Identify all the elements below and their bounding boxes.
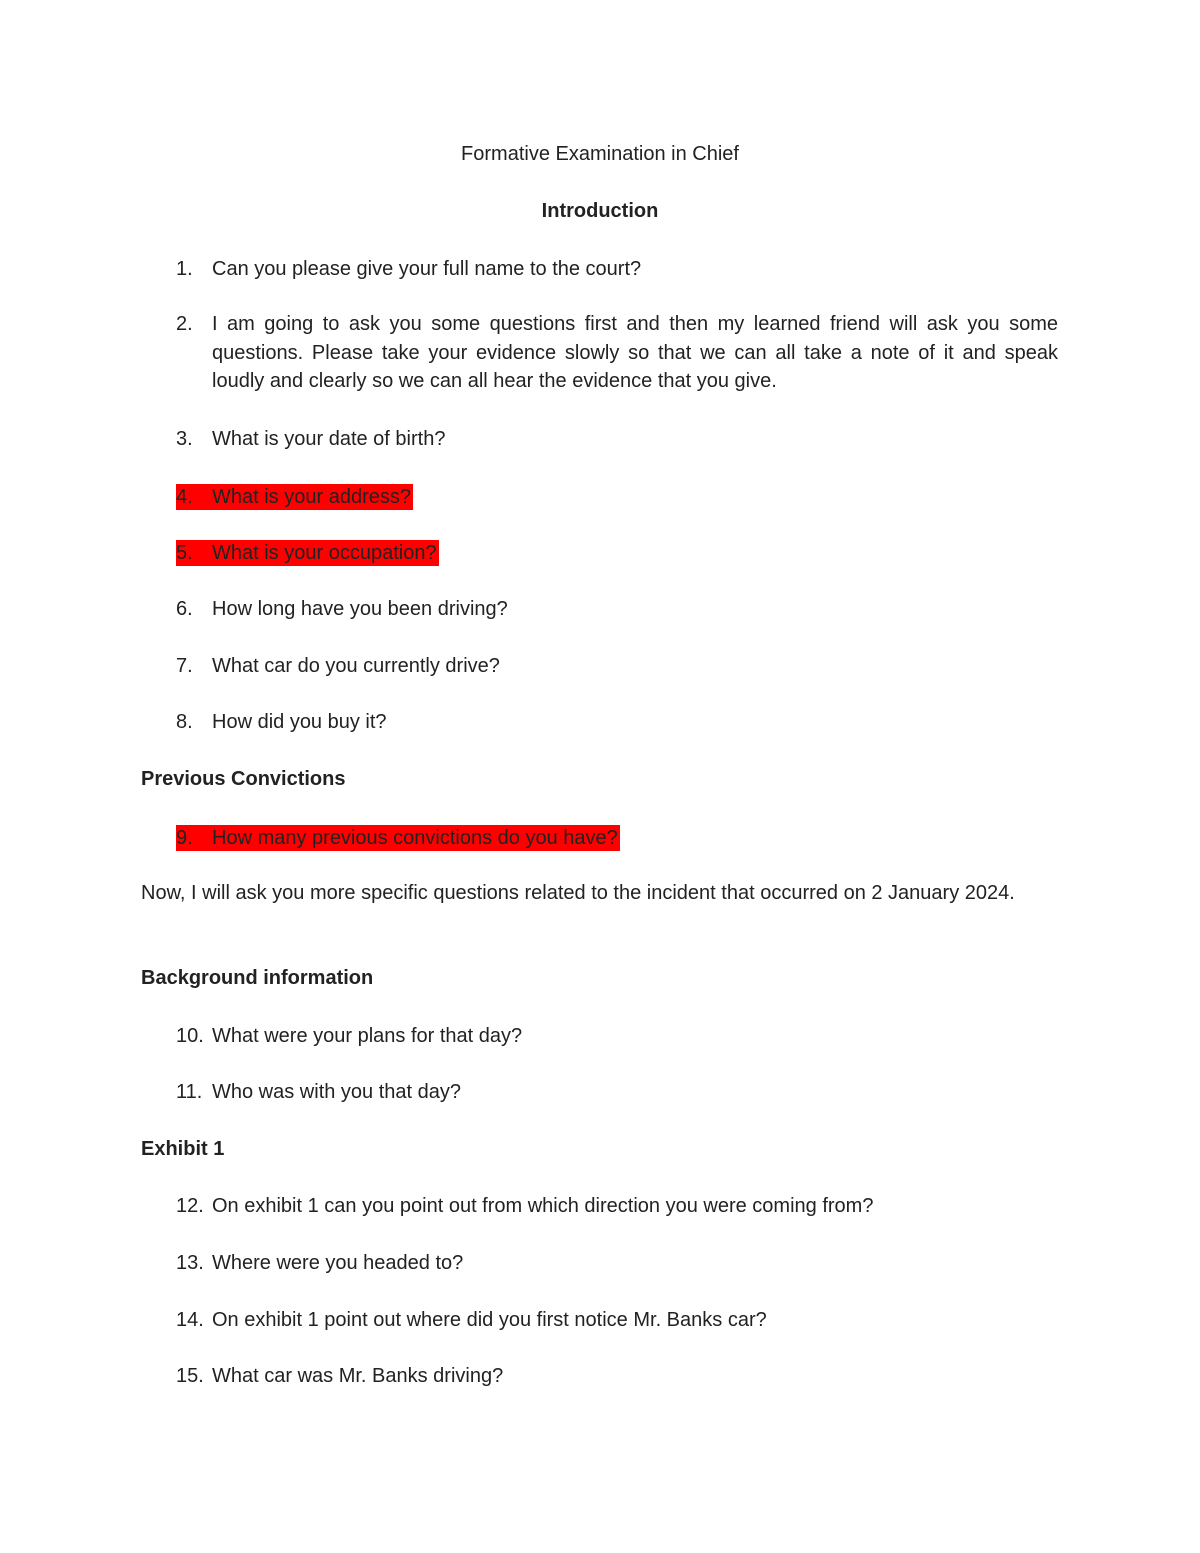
question-text: What is your address? <box>212 486 411 508</box>
question-number: 8. <box>176 711 193 733</box>
question-3 <box>176 425 1058 454</box>
question-text: I am going to ask you some questions first and then my learned friend will ask you some questions. Please take your evidence slowly so that we can all take a note of it and speak loudly and clearly so we can all hear the evidence that you give. <box>212 313 1058 392</box>
question-9-highlighted <box>176 824 1058 853</box>
question-number: 13. <box>176 1252 204 1274</box>
question-number: 10. <box>176 1025 204 1047</box>
question-13 <box>176 1249 1058 1278</box>
question-number: 6. <box>176 598 193 620</box>
question-5-highlighted <box>176 539 1058 568</box>
section-heading-introduction: Introduction <box>541 200 659 222</box>
question-15 <box>176 1362 1058 1391</box>
question-text: On exhibit 1 point out where did you first notice Mr. Banks car? <box>212 1309 767 1331</box>
question-7 <box>176 652 1058 681</box>
highlight-box <box>176 484 413 510</box>
highlight-box <box>176 825 620 851</box>
section-heading-previous-convictions: Previous Convictions <box>141 768 346 790</box>
question-text: What car do you currently drive? <box>212 655 500 677</box>
question-number: 14. <box>176 1309 204 1331</box>
question-2 <box>176 310 1058 396</box>
question-text: How long have you been driving? <box>212 598 508 620</box>
question-text: What is your date of birth? <box>212 428 446 450</box>
question-text: What were your plans for that day? <box>212 1025 523 1047</box>
question-number: 5. <box>176 542 193 564</box>
question-text: What car was Mr. Banks driving? <box>212 1365 504 1387</box>
transition-paragraph: Now, I will ask you more specific questions related to the incident that occurred on 2 January 2024. <box>141 882 1015 904</box>
question-6 <box>176 595 1058 624</box>
question-text: What is your occupation? <box>212 542 437 564</box>
question-number: 2. <box>176 313 193 335</box>
question-number: 12. <box>176 1195 204 1217</box>
highlight-box <box>176 540 439 566</box>
question-text: How many previous convictions do you have? <box>212 827 618 849</box>
question-1 <box>176 255 1058 284</box>
question-8 <box>176 708 1058 737</box>
document-title: Formative Examination in Chief <box>461 143 739 165</box>
question-text: Where were you headed to? <box>212 1252 464 1274</box>
question-14 <box>176 1306 1058 1335</box>
question-number: 11. <box>176 1081 203 1103</box>
question-number: 15. <box>176 1365 204 1387</box>
question-10 <box>176 1022 1058 1051</box>
question-number: 3. <box>176 428 193 450</box>
question-text: Who was with you that day? <box>212 1081 462 1103</box>
question-number: 4. <box>176 486 193 508</box>
question-text: Can you please give your full name to the court? <box>212 258 642 280</box>
question-11 <box>176 1078 1058 1107</box>
question-text: How did you buy it? <box>212 711 387 733</box>
question-4-highlighted <box>176 483 1058 512</box>
section-heading-background: Background information <box>141 967 374 989</box>
section-heading-exhibit: Exhibit 1 <box>141 1138 225 1160</box>
question-12 <box>176 1192 1058 1221</box>
question-number: 9. <box>176 827 193 849</box>
question-text: On exhibit 1 can you point out from which direction you were coming from? <box>212 1195 874 1217</box>
question-number: 7. <box>176 655 193 677</box>
question-number: 1. <box>176 258 193 280</box>
